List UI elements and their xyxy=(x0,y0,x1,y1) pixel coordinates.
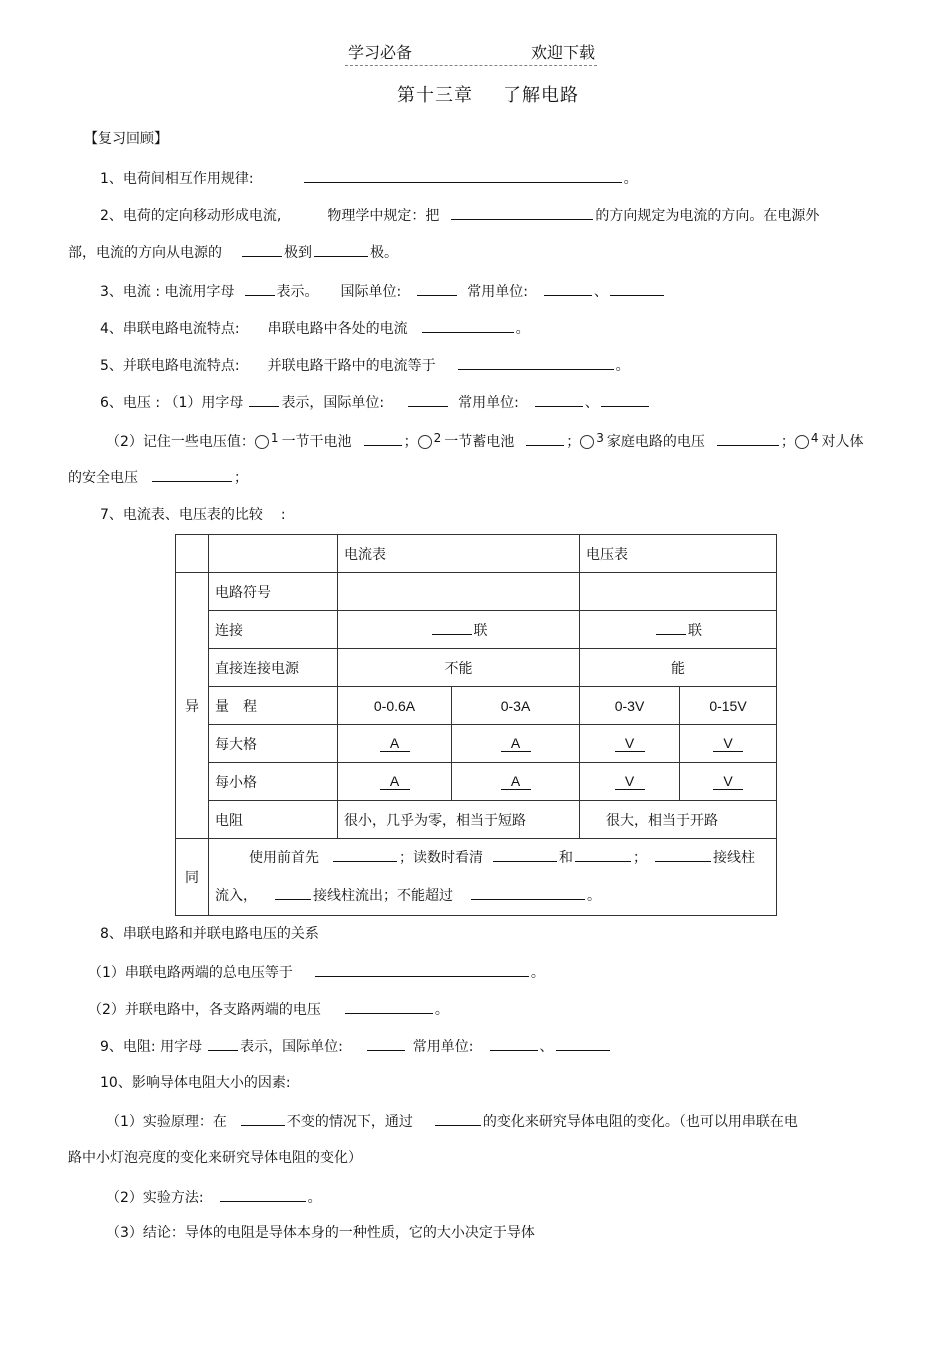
header-ammeter: 电流表 xyxy=(338,535,580,573)
range-cell: 0-3A xyxy=(452,687,580,725)
row-label-symbol: 电路符号 xyxy=(209,573,338,611)
blank[interactable] xyxy=(717,430,779,446)
unit-blank[interactable]: A xyxy=(501,773,531,790)
blank[interactable] xyxy=(544,280,592,296)
blank[interactable] xyxy=(367,1035,405,1051)
unit-blank[interactable]: A xyxy=(380,773,410,790)
header-voltmeter: 电压表 xyxy=(580,535,777,573)
blank[interactable] xyxy=(610,280,664,296)
connect-ammeter: 联 xyxy=(338,611,580,649)
blank[interactable] xyxy=(315,961,529,977)
page-header xyxy=(345,43,597,66)
range-cell: 0-0.6A xyxy=(338,687,452,725)
range-cell: 0-3V xyxy=(580,687,680,725)
blank[interactable] xyxy=(556,1035,610,1051)
question-8-title: 8、串联电路和并联电路电压的关系 xyxy=(100,926,319,942)
connect-voltmeter: 联 xyxy=(580,611,777,649)
side-label-different: 异 xyxy=(176,573,209,839)
symbol-ammeter-cell[interactable] xyxy=(338,573,580,611)
blank[interactable] xyxy=(655,846,711,862)
resistance-ammeter: 很小，几乎为零，相当于短路 xyxy=(338,801,580,839)
blank[interactable] xyxy=(275,884,311,900)
unit-blank[interactable]: A xyxy=(501,735,531,752)
row-label-big-division: 每大格 xyxy=(209,725,338,763)
blank[interactable] xyxy=(304,167,622,183)
blank[interactable] xyxy=(241,1110,285,1126)
row-label-range: 量 程 xyxy=(209,687,338,725)
unit-blank[interactable]: V xyxy=(615,735,645,752)
question-2-line-2: 部，电流的方向从电源的 极到 极。 xyxy=(68,241,398,263)
blank[interactable] xyxy=(490,1035,538,1051)
unit-blank[interactable]: V xyxy=(713,773,743,790)
blank[interactable] xyxy=(458,354,614,370)
blank[interactable] xyxy=(364,430,402,446)
blank[interactable] xyxy=(575,846,631,862)
unit-blank[interactable]: V xyxy=(713,735,743,752)
blank[interactable] xyxy=(408,391,448,407)
unit-blank[interactable]: V xyxy=(615,773,645,790)
circle-icon xyxy=(418,435,432,449)
blank[interactable] xyxy=(535,391,583,407)
question-2-line-1: 2、电荷的定向移动形成电流, 物理学中规定：把 的方向规定为电流的方向。在电源外 xyxy=(100,204,819,226)
chapter-number: 第十三章 xyxy=(397,85,473,106)
blank[interactable] xyxy=(245,280,275,296)
question-8-part-2: （2）并联电路中，各支路两端的电压 。 xyxy=(88,998,449,1020)
header-left: 学习必备 xyxy=(348,43,413,62)
symbol-voltmeter-cell[interactable] xyxy=(580,573,777,611)
question-10-part-1: （1）实验原理：在 不变的情况下，通过 的变化来研究导体电阻的变化。（也可以用串联在电 xyxy=(106,1110,798,1132)
question-6: 6、电压 : （1）用字母 表示，国际单位: 常用单位: 、 xyxy=(100,391,651,413)
row-label-direct: 直接连接电源 xyxy=(209,649,338,687)
blank[interactable] xyxy=(345,998,433,1014)
blank[interactable] xyxy=(422,317,514,333)
blank[interactable] xyxy=(451,204,593,220)
blank[interactable] xyxy=(249,391,279,407)
question-5: 5、并联电路电流特点: 并联电路干路中的电流等于 。 xyxy=(100,354,630,376)
blank[interactable] xyxy=(208,1035,238,1051)
question-10-part-2: （2）实验方法: 。 xyxy=(106,1186,322,1208)
blank[interactable] xyxy=(152,466,232,482)
question-6-line-3: 的安全电压 ； xyxy=(68,466,248,488)
blank[interactable] xyxy=(417,280,457,296)
blank[interactable] xyxy=(432,619,472,635)
direct-voltmeter: 能 xyxy=(580,649,777,687)
question-7: 7、电流表、电压表的比较 : xyxy=(100,507,286,523)
row-label-small-division: 每小格 xyxy=(209,763,338,801)
question-10-part-3: （3）结论：导体的电阻是导体本身的一种性质，它的大小决定于导体 xyxy=(106,1225,535,1241)
question-8-part-1: （1）串联电路两端的总电压等于 。 xyxy=(88,961,545,983)
blank[interactable] xyxy=(471,884,585,900)
direct-ammeter: 不能 xyxy=(338,649,580,687)
blank[interactable] xyxy=(601,391,649,407)
circle-icon xyxy=(255,435,269,449)
section-heading: 【复习回顾】 xyxy=(84,131,168,147)
question-6-part-2: （2）记住一些电压值： 1 一节干电池 ； 2 一节蓄电池 ； 3 家庭电路的电压 ； 4 对人体 xyxy=(106,431,864,450)
blank[interactable] xyxy=(493,846,557,862)
header-right: 欢迎下载 xyxy=(530,43,595,62)
question-3: 3、电流 : 电流用字母 表示。 国际单位: 常用单位: 、 xyxy=(100,280,666,302)
common-points: 使用前首先 ；读数时看清 和 ； 接线柱 流入， 接线柱流出；不能超过 。 xyxy=(209,839,777,916)
question-10-title: 10、影响导体电阻大小的因素: xyxy=(100,1075,291,1091)
blank[interactable] xyxy=(314,241,368,257)
resistance-voltmeter: 很大，相当于开路 xyxy=(580,801,777,839)
circle-icon xyxy=(580,435,594,449)
blank[interactable] xyxy=(333,846,397,862)
chapter-title xyxy=(397,86,579,106)
question-9: 9、电阻: 用字母 表示，国际单位: 常用单位: 、 xyxy=(100,1035,612,1057)
blank[interactable] xyxy=(656,619,686,635)
blank[interactable] xyxy=(242,241,282,257)
circle-icon xyxy=(795,435,809,449)
row-label-connect: 连接 xyxy=(209,611,338,649)
unit-blank[interactable]: A xyxy=(380,735,410,752)
row-label-resistance: 电阻 xyxy=(209,801,338,839)
question-10-part-1-cont: 路中小灯泡亮度的变化来研究导体电阻的变化） xyxy=(68,1150,362,1166)
question-1: 1、电荷间相互作用规律: 。 xyxy=(100,167,638,189)
blank[interactable] xyxy=(435,1110,481,1126)
chapter-name: 了解电路 xyxy=(503,85,579,106)
blank[interactable] xyxy=(220,1186,306,1202)
side-label-same: 同 xyxy=(176,839,209,916)
question-4: 4、串联电路电流特点: 串联电路中各处的电流 。 xyxy=(100,317,530,339)
meter-comparison-table xyxy=(175,534,777,916)
blank[interactable] xyxy=(526,430,564,446)
range-cell: 0-15V xyxy=(680,687,777,725)
